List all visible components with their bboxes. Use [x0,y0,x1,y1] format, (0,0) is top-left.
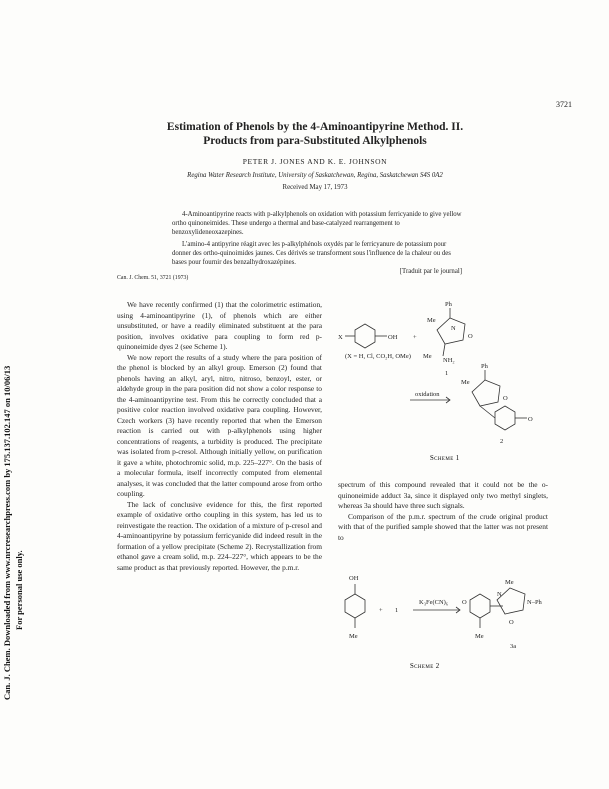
me-label-1b: Me [423,353,432,360]
phenol-ring [355,324,375,348]
me-label-1: Me [427,317,436,324]
me-label-4: Me [475,633,484,640]
paragraph-2: We now report the results of a study where the para position of the phenol is blocked by an alkyl group. Emerson (2) found that phenols having an alkyl, aryl, nitro, nitroso, benzoyl, ester, or aldehyde group in the para position did not show a color response to the 4-aminoantipyrine test. From this he correctly concluded that a positive color reaction involved oxidative para coupling. However, Czech workers (3) have recently reported that when the Emerson reaction is carried out with p-alkylphenols using higher concentrations of reagents, a turbidity is produced. The precipitate was isolated from p-cresol. Although initially yellow, on purification it gave a white, photochromic solid, m.p. 225–227°. On the basis of a molecular formula, itself incorrectly computed from elemental analyses, it was concluded that the latter compound arose from ortho coupling. [117,352,322,498]
o-label-1: O [468,333,473,340]
abstract-french-block [172,240,462,276]
scheme-2-label: Scheme 2 [410,663,440,670]
x-substituent: X [338,334,343,341]
o-label-5: O [509,619,514,626]
o-label-2: O [503,395,508,402]
left-column [117,300,322,573]
right-column [338,480,548,543]
antipyrine-ring-2 [472,380,500,406]
paragraph-3: The lack of conclusive evidence for this, the first reported example of oxidative ortho coupling in this system, has led us to reinvestigate the reaction. The oxidation of a mixture of p-cresol and 4-aminoantipyrine by potassium ferricyanide did indeed result in the formation of a yellow precipitate (Scheme 2). Recrystallization from ethanol gave a cream solid, m.p. 224–227°, which appears to be the same product as that previously reported. However, the p.m.r. [117,499,322,572]
compound-3a-number: 3a [510,643,517,650]
right-paragraph-2: Comparison of the p.m.r. spectrum of the crude original product with that of the purified sample showed that the latter was not present to [338,511,548,542]
scheme-2-figure [335,560,555,680]
paragraph-1: We have recently confirmed (1) that the colorimetric estimation, using 4-aminoantipyrine (1), of phenols which are either unsubstituted, or have a readily eliminated substituent at the para position, involves oxidative para coupling to form red p-quinoneimide dyes 2 (see Scheme 1). [117,300,322,351]
download-watermark [2,210,42,700]
paper-title [150,120,480,148]
scheme-1-structures [345,308,527,430]
journal-citation: Can. J. Chem. 51, 3721 (1973) [117,275,189,281]
plus-sign-2: + [379,607,383,614]
nh2-label: NH₂ [443,357,455,364]
product-ring [470,594,490,618]
compound-2-number: 2 [500,438,504,445]
o-label-4: O [462,599,467,606]
oh-group: OH [388,334,398,341]
compound-1-number: 1 [445,370,449,377]
nh2-bond [443,344,445,356]
n-label-2: N [497,591,502,598]
me-label-3: Me [349,633,358,640]
o-label-3: O [528,416,533,423]
ph-label-2: Ph [481,363,488,370]
right-paragraph-1: spectrum of this compound revealed that it could not be the o-quinoneimide adduct 3a, since it displayed only two methyl singlets, whereas 3a should have three such signals. [338,480,548,510]
quinone-ring [495,406,515,430]
received-date: Received May 17, 1973 [282,184,348,191]
abstract-french: L'amino-4 antipyrine réagit avec les p-alkylphénols oxydés par le ferricyanure de potassium pour donner des ortho-quinoimides jaunes. Ces dérivés se transforment sous l'influence de la chaleur ou des bases pour fournir des benzalhydroxazépines. [172,241,451,266]
page-number: 3721 [556,100,572,109]
reactant-1: 1 [395,607,399,614]
abstract-english: 4-Aminoantipyrine reacts with p-alkylphenols on oxidation with potassium ferricyanide to give yellow ortho quinoneimides. These undergo a thermal and base-catalyzed rearrangement to benzoxylideneoxazepines. [172,211,462,236]
title-line-2: Products from para-Substituted Alkylphenols [203,135,427,147]
nph-label: N–Ph [527,599,542,606]
translator-note: [Traduit par le journal] [399,268,462,275]
me-label-2: Me [461,379,470,386]
ph-label-1: Ph [445,301,452,308]
plus-sign: + [413,334,417,341]
cresol-ring [345,594,365,618]
scheme-1-figure [335,300,555,475]
watermark-line-1: Can. J. Chem. Downloaded from www.nrcresearchpress.com by 175.137.102.147 on 10/06/13 [2,365,12,700]
oxidation-label: oxidation [415,391,440,398]
scheme-1-label: Scheme 1 [430,455,460,462]
reagent-label: K₃Fe(CN)₆ [419,599,449,606]
watermark-line-2: For personal use only. [14,550,24,630]
oh-label-2: OH [349,575,359,582]
substituent-note: (X = H, Cl, CO₂H, OMe) [345,353,411,360]
imine-bond [480,406,495,418]
me-label-5: Me [505,579,514,586]
title-line-1: Estimation of Phenols by the 4-Aminoantipyrine Method. II. [166,121,464,133]
authors: PETER J. JONES AND K. E. JOHNSON [242,157,388,166]
affiliation: Regina Water Research Institute, University of Saskatchewan, Regina, Saskatchewan S4S 0A2 [187,172,443,179]
n-label-1: N [451,325,456,332]
scheme-1-labels [338,301,533,445]
